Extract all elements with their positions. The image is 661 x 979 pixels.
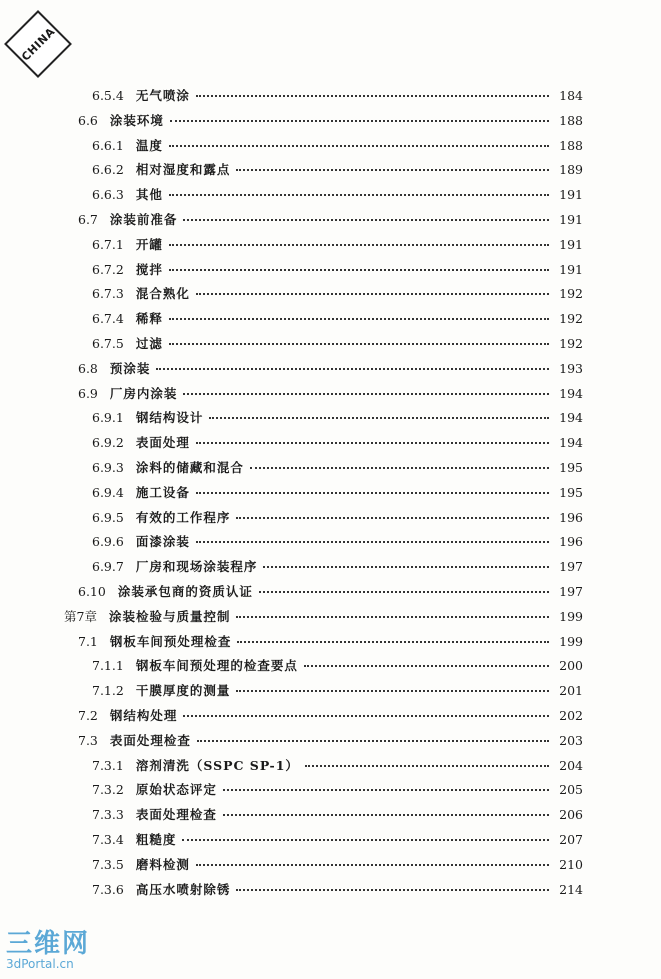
toc-entry-title: 搅拌 [135, 261, 163, 277]
toc-entry-title: 温度 [135, 137, 163, 153]
toc-entry[interactable] [0, 111, 583, 131]
toc-entry[interactable] [0, 880, 583, 900]
toc-entry-page: 210 [559, 856, 583, 872]
dot-leader [197, 728, 549, 742]
toc-entry-number: 6.9.7 [92, 559, 124, 575]
toc-entry-page: 192 [559, 336, 583, 351]
toc-entry-number: 6.7.2 [92, 261, 124, 277]
dot-leader [236, 157, 549, 171]
toc-entry-page: 188 [559, 112, 583, 128]
dot-leader [236, 877, 549, 891]
toc-entry-number: 7.1.2 [92, 683, 124, 699]
dot-leader [196, 480, 549, 494]
toc-entry-number: 6.9.4 [92, 484, 124, 500]
toc-entry-number: 6.7 [78, 212, 98, 227]
toc-entry-number: 6.7.1 [92, 236, 124, 252]
toc-entry-number: 6.9.3 [92, 460, 124, 475]
toc-entry-title: 涂装检验与质量控制 [108, 608, 231, 624]
toc-entry[interactable] [0, 235, 583, 255]
toc-entry-title: 厂房和现场涂装程序 [135, 559, 258, 575]
toc-entry-page: 193 [559, 360, 583, 376]
toc-entry-number: 7.1 [78, 633, 98, 649]
toc-entry-page: 192 [559, 286, 583, 302]
toc-entry[interactable] [0, 582, 583, 602]
dot-leader [169, 306, 549, 320]
toc-entry-page: 196 [559, 534, 583, 550]
site-watermark [6, 931, 90, 971]
toc-entry-title: 高压水喷射除锈 [135, 881, 231, 897]
toc-entry-title: 溶剂清洗（SSPC SP-1） [135, 757, 299, 773]
toc-entry-page: 189 [559, 162, 583, 178]
toc-entry-number: 6.6.2 [92, 162, 124, 178]
toc-entry-number: 6.6 [78, 112, 98, 128]
dot-leader [170, 108, 549, 122]
toc-entry-number: 6.6.3 [92, 187, 124, 203]
toc-entry-number: 7.3.5 [92, 856, 124, 872]
toc-entry-title: 相对湿度和露点 [135, 162, 231, 178]
toc-entry-number: 6.9.5 [92, 509, 124, 525]
watermark-url: 3dPortal.cn [6, 957, 74, 971]
toc-entry-title: 厂房内涂装 [109, 385, 178, 401]
dot-leader [169, 133, 549, 147]
toc-entry-page: 194 [559, 410, 583, 426]
toc-entry-title: 粗糙度 [135, 832, 177, 847]
dot-leader [182, 827, 549, 841]
toc-entry[interactable] [0, 780, 583, 800]
toc-entry-page: 214 [559, 881, 583, 897]
toc-entry-page: 199 [559, 608, 583, 624]
dot-leader [169, 331, 549, 345]
toc-entry-title: 表面处理检查 [135, 807, 217, 823]
toc-entry-page: 194 [559, 435, 583, 451]
toc-entry-number: 6.7.4 [92, 311, 124, 327]
dot-leader [236, 505, 549, 519]
toc-entry[interactable] [0, 185, 583, 205]
dot-leader [237, 629, 549, 643]
dot-leader [236, 604, 549, 618]
toc-entry[interactable] [0, 334, 583, 354]
toc-entry-number: 7.3.1 [92, 757, 124, 773]
toc-entry-title: 混合熟化 [135, 286, 190, 302]
toc-entry-page: 203 [559, 732, 583, 748]
toc-entry-number: 6.9 [78, 385, 98, 401]
toc-entry[interactable] [0, 458, 583, 478]
toc-entry[interactable] [0, 607, 583, 627]
toc-entry-title: 钢板车间预处理的检查要点 [135, 658, 298, 674]
toc-entry[interactable] [0, 557, 583, 577]
toc-entry-number: 7.2 [78, 708, 98, 723]
toc-entry[interactable] [0, 384, 583, 404]
toc-entry-number: 6.10 [78, 584, 106, 599]
dot-leader [223, 802, 549, 816]
china-stamp: CHINA [4, 10, 72, 78]
toc-entry-page: 200 [559, 658, 583, 674]
toc-entry-page: 207 [559, 832, 583, 847]
dot-leader [196, 852, 549, 866]
toc-entry-page: 201 [559, 683, 583, 699]
toc-entry[interactable] [0, 433, 583, 453]
dot-leader [305, 753, 549, 767]
toc-entry[interactable] [0, 632, 583, 652]
toc-entry-title: 有效的工作程序 [135, 509, 231, 525]
toc-entry-page: 191 [559, 212, 583, 227]
toc-entry-page: 206 [559, 807, 583, 823]
dot-leader [236, 678, 549, 692]
toc-entry[interactable] [0, 284, 583, 304]
toc-entry[interactable] [0, 706, 583, 726]
watermark-logo: 三维网 [6, 929, 91, 959]
toc-entry-page: 196 [559, 509, 583, 525]
toc-entry-title: 钢结构处理 [109, 708, 178, 723]
toc-entry[interactable] [0, 86, 583, 106]
toc-entry-number: 6.9.1 [92, 410, 124, 426]
toc-entry[interactable] [0, 260, 583, 280]
toc-entry-page: 202 [559, 708, 583, 723]
toc-entry[interactable] [0, 756, 583, 776]
toc-entry[interactable] [0, 805, 583, 825]
dot-leader [259, 579, 549, 593]
dot-leader [250, 455, 549, 469]
toc-entry-page: 191 [559, 261, 583, 277]
toc-entry-title: 其他 [135, 187, 163, 203]
toc-entry[interactable] [0, 210, 583, 230]
toc-entry-title: 表面处理 [135, 435, 190, 451]
dot-leader [183, 381, 549, 395]
toc-entry[interactable] [0, 160, 583, 180]
toc-entry-title: 无气喷涂 [135, 88, 190, 103]
toc-entry[interactable] [0, 681, 583, 701]
toc-entry-title: 开罐 [135, 236, 163, 252]
toc-entry[interactable] [0, 508, 583, 528]
dot-leader [169, 182, 549, 196]
toc-entry-title: 预涂装 [109, 360, 151, 376]
toc-entry-title: 原始状态评定 [135, 782, 217, 798]
dot-leader [169, 232, 549, 246]
toc-entry[interactable] [0, 359, 583, 379]
dot-leader [183, 207, 549, 221]
toc-entry[interactable] [0, 855, 583, 875]
toc-entry[interactable] [0, 483, 583, 503]
toc-entry-page: 197 [559, 584, 583, 599]
toc-entry-title: 稀释 [135, 311, 163, 327]
dot-leader [183, 703, 549, 717]
toc-entry-page: 197 [559, 559, 583, 575]
toc-entry[interactable] [0, 408, 583, 428]
toc-entry-page: 204 [559, 757, 583, 773]
toc-entry-title: 钢板车间预处理检查 [109, 633, 232, 649]
dot-leader [169, 257, 549, 271]
toc-entry-number: 7.3 [78, 732, 98, 748]
toc-entry-number: 第7章 [64, 608, 97, 624]
toc-entry-page: 188 [559, 137, 583, 153]
toc-entry-title: 过滤 [135, 336, 163, 351]
toc-entry-title: 面漆涂装 [135, 534, 190, 550]
toc-entry-page: 199 [559, 633, 583, 649]
toc-entry-number: 6.7.3 [92, 286, 124, 302]
toc-entry-page: 195 [559, 484, 583, 500]
toc-entry-number: 6.6.1 [92, 137, 124, 153]
dot-leader [304, 653, 549, 667]
toc-entry-number: 6.9.2 [92, 435, 124, 451]
toc-entry-page: 192 [559, 311, 583, 327]
toc-entry-number: 7.3.2 [92, 782, 124, 798]
toc-entry-title: 涂装环境 [109, 112, 164, 128]
toc-entry-page: 191 [559, 187, 583, 203]
toc-entry-title: 涂装承包商的资质认证 [117, 584, 253, 599]
toc-entry-number: 6.8 [78, 360, 98, 376]
toc-entry-number: 7.1.1 [92, 658, 124, 674]
toc-entry-page: 205 [559, 782, 583, 798]
dot-leader [196, 529, 549, 543]
toc-entry[interactable] [0, 309, 583, 329]
dot-leader [196, 83, 549, 97]
toc-entry-number: 7.3.6 [92, 881, 124, 897]
toc-entry-number: 6.7.5 [92, 336, 124, 351]
dot-leader [196, 281, 549, 295]
toc-entry[interactable] [0, 656, 583, 676]
toc-entry-title: 表面处理检查 [109, 732, 191, 748]
toc-entry-title: 涂料的储藏和混合 [135, 460, 244, 475]
toc-entry-page: 194 [559, 385, 583, 401]
toc-entry-number: 6.5.4 [92, 88, 124, 103]
toc-entry-title: 钢结构设计 [135, 410, 204, 426]
toc-entry[interactable] [0, 532, 583, 552]
toc-entry-number: 7.3.4 [92, 832, 124, 847]
dot-leader [209, 405, 549, 419]
toc-entry[interactable] [0, 136, 583, 156]
dot-leader [223, 777, 549, 791]
toc-entry-number: 7.3.3 [92, 807, 124, 823]
dot-leader [156, 356, 549, 370]
toc-entry-page: 184 [559, 88, 583, 103]
toc-entry-title: 涂装前准备 [109, 212, 178, 227]
dot-leader [196, 430, 549, 444]
toc-entry-page: 191 [559, 236, 583, 252]
toc-entry-title: 磨料检测 [135, 856, 190, 872]
toc-entry-title: 干膜厚度的测量 [135, 683, 231, 699]
dot-leader [263, 554, 549, 568]
toc-entry[interactable] [0, 830, 583, 850]
toc-entry[interactable] [0, 731, 583, 751]
toc-entry-title: 施工设备 [135, 484, 190, 500]
toc-entry-page: 195 [559, 460, 583, 475]
toc-entry-number: 6.9.6 [92, 534, 124, 550]
